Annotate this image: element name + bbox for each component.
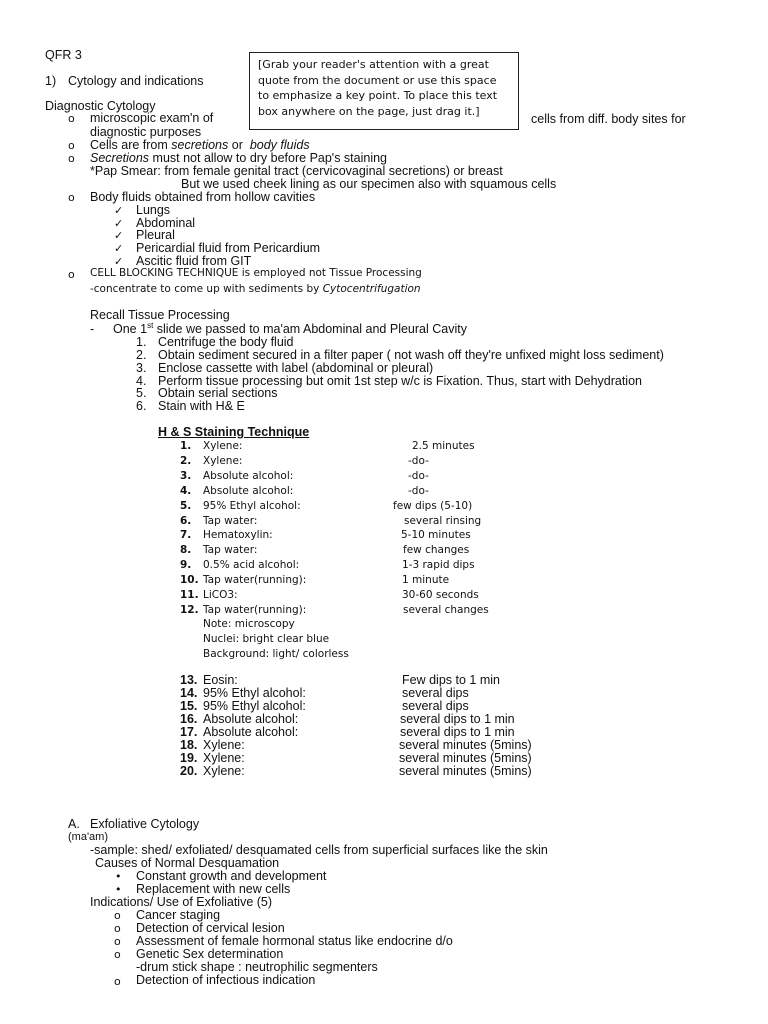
hs-note-line: Background: light/ colorless (203, 648, 349, 660)
cyto-note-text: -concentrate to come up with sediments by (90, 283, 320, 295)
exfol-sample: -sample: shed/ exfoliated/ desquamated cells from superficial surfaces like the skin (90, 843, 548, 857)
hs-step-number: 1. (180, 440, 192, 452)
hs-step-time: several minutes (5mins) (399, 751, 532, 765)
hs-step-number: 11. (180, 589, 199, 601)
bullet-icon: • (115, 870, 122, 883)
hs-step-time: several dips (402, 699, 469, 713)
circle-bullet-icon: o (114, 909, 121, 922)
check-icon: ✓ (114, 242, 124, 255)
diag-bullet-1b: cells from diff. body sites for (531, 112, 686, 126)
hs-step-reagent: Absolute alcohol: (203, 469, 294, 482)
hs-step-reagent: Xylene: (203, 440, 243, 452)
recall-step-num: 6. (136, 399, 147, 413)
hs-step-time: 30-60 seconds (402, 589, 479, 601)
cytocentrifugation-line (90, 282, 421, 297)
circle-bullet-icon: o (114, 975, 121, 988)
hs-step-reagent: Xylene: (203, 738, 245, 752)
recall-step-num: 1. (136, 335, 147, 349)
indication-item: Assessment of female hormonal status like endocrine d/o (136, 934, 453, 948)
hs-step-reagent: Tap water: (203, 544, 258, 557)
diag-bullet-4: Body fluids obtained from hollow cavities (90, 190, 316, 204)
indication-item: Detection of infectious indication (136, 973, 316, 987)
recall-step-num: 3. (136, 361, 147, 375)
recall-title: Recall Tissue Processing (90, 308, 230, 322)
hs-step-time: few dips (5-10) (393, 499, 473, 512)
cause-item: Replacement with new cells (136, 882, 291, 896)
hs-step-time: several dips to 1 min (400, 725, 515, 739)
check-icon: ✓ (114, 255, 124, 268)
recall-step: Enclose cassette with label (abdominal or pleural) (158, 361, 434, 375)
hs-step-time: 1 minute (402, 574, 450, 587)
recall-step-num: 2. (136, 348, 147, 362)
circle-bullet-icon: o (68, 112, 75, 125)
causes-title: Causes of Normal Desquamation (95, 856, 280, 870)
hs-note-line: Nuclei: bright clear blue (203, 633, 330, 645)
cause-item: Constant growth and development (136, 869, 327, 883)
hs-step-time: 1-3 rapid dips (402, 559, 475, 572)
hs-step-time: few changes (403, 544, 470, 557)
hs-step-number: 4. (180, 484, 192, 497)
hs-step-number: 16. (180, 712, 198, 726)
check-icon: ✓ (114, 217, 124, 230)
circle-bullet-icon: o (68, 191, 75, 204)
hs-step-time: Few dips to 1 min (402, 673, 500, 687)
diag-bullet-1c: diagnostic purposes (90, 125, 202, 139)
indication-item: Cancer staging (136, 908, 221, 922)
circle-bullet-icon: o (114, 948, 121, 961)
hs-step-number: 19. (180, 751, 198, 765)
fluid-item: Ascitic fluid from GIT (136, 254, 252, 268)
hs-step-number: 20. (180, 764, 198, 778)
fluid-item: Pleural (136, 228, 175, 242)
hs-step-reagent: Hematoxylin: (203, 529, 273, 542)
hs-step-time: -do- (408, 454, 429, 467)
diag-b2-text: Cells are from (90, 138, 168, 152)
circle-bullet-icon: o (114, 922, 121, 935)
hs-step-time: several dips to 1 min (400, 712, 515, 726)
hs-step-time: several rinsing (404, 514, 482, 527)
hs-step-reagent: 95% Ethyl alcohol: (203, 699, 306, 713)
indication-note: -drum stick shape : neutrophilic segmenters (136, 960, 378, 974)
hs-step-reagent: Xylene: (203, 751, 245, 765)
circle-bullet-icon: o (68, 139, 75, 152)
hs-step-reagent: LiCO3: (203, 589, 238, 601)
fluid-item: Pericardial fluid from Pericardium (136, 241, 321, 255)
section-number: 1) (45, 74, 57, 88)
diag-bullet-1a: microscopic exam'n of (90, 111, 214, 125)
hs-step-number: 15. (180, 699, 198, 713)
hs-step-reagent: Absolute alcohol: (203, 484, 294, 497)
hs-step-reagent: Eosin: (203, 673, 238, 687)
hs-step-reagent: Tap water(running): (203, 574, 307, 587)
check-icon: ✓ (114, 204, 124, 217)
recall-step-num: 4. (136, 374, 147, 388)
recall-step-num: 5. (136, 386, 147, 400)
exfol-title: Exfoliative Cytology (90, 817, 200, 831)
fluid-item: Abdominal (136, 216, 196, 230)
hs-step-number: 10. (180, 574, 199, 587)
recall-step: Stain with H& E (158, 399, 245, 413)
recall-step: Centrifuge the body fluid (158, 335, 294, 349)
hs-step-reagent: 0.5% acid alcohol: (203, 559, 300, 572)
hs-step-reagent: Absolute alcohol: (203, 712, 299, 726)
hs-step-number: 2. (180, 454, 192, 467)
hs-step-number: 9. (180, 559, 192, 572)
indication-item: Detection of cervical lesion (136, 921, 285, 935)
section-title: Cytology and indications (68, 74, 204, 88)
hs-step-number: 7. (180, 529, 192, 542)
hs-step-reagent: Tap water: (203, 514, 258, 527)
recall-one: One 1 (113, 322, 148, 336)
indication-item: Genetic Sex determination (136, 947, 284, 961)
hs-step-number: 14. (180, 686, 198, 700)
hs-step-time: several minutes (5mins) (399, 764, 532, 778)
hs-step-reagent: 95% Ethyl alcohol: (203, 686, 306, 700)
recall-slide-text: slide we passed to ma'am Abdominal and Pleural Cavity (156, 322, 467, 336)
hs-title: H & S Staining Technique (158, 425, 310, 439)
exfol-who: (ma'am) (68, 831, 108, 843)
hs-step-number: 5. (180, 499, 192, 512)
diag-b2-secretions: secretions (171, 138, 229, 152)
recall-step: Obtain serial sections (158, 386, 278, 400)
cyto-note-term: Cytocentrifugation (322, 283, 421, 295)
fluid-item: Lungs (136, 203, 171, 217)
check-icon: ✓ (114, 229, 124, 242)
recall-dash: - (90, 322, 95, 336)
circle-bullet-icon: o (68, 268, 75, 281)
circle-bullet-icon: o (68, 152, 75, 165)
doc-header: QFR 3 (45, 48, 82, 62)
cell-blocking-line: CELL BLOCKING TECHNIQUE is employed not Tissue Processing (90, 267, 422, 279)
hs-step-reagent: Tap water(running): (203, 603, 307, 616)
hs-step-number: 17. (180, 725, 198, 739)
hs-step-number: 6. (180, 514, 192, 527)
hs-step-time: several dips (402, 686, 469, 700)
hs-step-number: 3. (180, 469, 192, 482)
diag-b3-text: must not allow to dry before Pap's staining (152, 151, 388, 165)
quote-text-box[interactable]: [Grab your reader's attention with a great quote from the document or use this space to emphasize a key point. To place this text box anywhere on the page, just drag it.] (249, 52, 519, 130)
hs-step-time: 2.5 minutes (412, 440, 475, 452)
hs-step-time: -do- (408, 469, 429, 482)
hs-step-reagent: Absolute alcohol: (203, 725, 299, 739)
diag-b2-bodyfluids: body fluids (249, 138, 310, 152)
diag-b2-or: or (231, 138, 243, 152)
recall-step: Obtain sediment secured in a filter paper ( not wash off they're unfixed might loss sediment) (158, 348, 664, 362)
hs-step-reagent: Xylene: (203, 764, 245, 778)
hs-step-time: several changes (403, 603, 489, 616)
bullet-icon: • (115, 883, 122, 896)
hs-step-reagent: Xylene: (203, 454, 243, 467)
hs-step-number: 12. (180, 603, 199, 616)
hs-step-number: 8. (180, 544, 192, 557)
diagnostic-title: Diagnostic Cytology (45, 99, 156, 113)
cheek-note: But we used cheek lining as our specimen also with squamous cells (181, 177, 557, 191)
hs-step-number: 18. (180, 738, 198, 752)
hs-step-time: -do- (408, 484, 429, 497)
exfol-letter: A. (68, 817, 80, 831)
hs-step-number: 13. (180, 673, 198, 687)
diag-b3-secretions: Secretions (90, 151, 150, 165)
hs-step-time: several minutes (5mins) (399, 738, 532, 752)
hs-step-reagent: 95% Ethyl alcohol: (203, 499, 301, 512)
circle-bullet-icon: o (114, 935, 121, 948)
pap-smear-note: *Pap Smear: from female genital tract (cervicovaginal secretions) or breast (90, 164, 503, 178)
hs-step-time: 5-10 minutes (401, 529, 471, 542)
recall-sup: st (147, 320, 154, 330)
indications-title: Indications/ Use of Exfoliative (5) (90, 895, 273, 909)
hs-note-line: Note: microscopy (203, 618, 295, 630)
recall-step: Perform tissue processing but omit 1st step w/c is Fixation. Thus, start with Dehydration (158, 374, 642, 388)
